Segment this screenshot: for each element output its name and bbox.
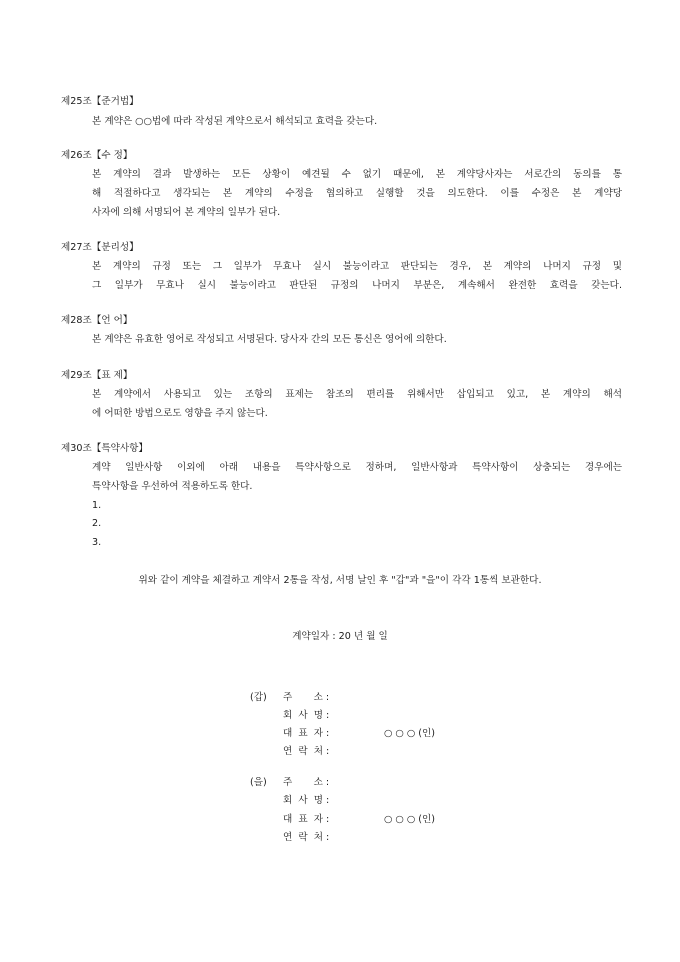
article-25-line-1: 본 계약은 ○○법에 따라 작성된 계약으로서 해석되고 효력을 갖는다. <box>92 116 378 127</box>
article-26-line-2: 해 적절하다고 생각되는 본 계약의 수정을 협의하고 실행할 것을 의도한다. 이를 수정은 본 계약당 <box>92 188 622 199</box>
contract-date: 계약일자 : 20 년 월 일 <box>292 631 388 642</box>
article-29-heading: 제29조【표 제】 <box>61 370 133 381</box>
article-30-item-2: 2. <box>92 518 102 529</box>
article-26-line-1: 본 계약의 결과 발생하는 모든 상황이 예견될 수 없기 때문에, 본 계약당사자는 서로간의 동의를 통 <box>92 169 622 180</box>
article-30-line-2: 특약사항을 우선하여 적용하도록 한다. <box>92 481 253 492</box>
article-29-line-2: 에 어떠한 방법으로도 영향을 주지 않는다. <box>92 408 268 419</box>
article-28-heading: 제28조【언 어】 <box>61 315 133 326</box>
party-b-company-label: 회 사 명 : <box>283 795 330 806</box>
party-a-contact-label: 연 락 처 : <box>283 746 330 757</box>
article-25-heading: 제25조【준거법】 <box>61 96 139 107</box>
article-27-line-2: 그 일부가 무효나 실시 불능이라고 판단된 규정의 나머지 부분은, 계속해서 완전한 효력을 갖는다. <box>92 280 622 291</box>
party-b-contact-label: 연 락 처 : <box>283 832 330 843</box>
party-a-representative-label: 대 표 자 : <box>283 728 330 739</box>
closing-statement: 위와 같이 계약을 체결하고 계약서 2통을 작성, 서명 날인 후 "갑"과 "을"이 각각 1통씩 보관한다. <box>138 575 542 586</box>
party-a-label: (갑) <box>250 692 267 703</box>
party-b-label: (을) <box>250 777 267 788</box>
article-30-heading: 제30조【특약사항】 <box>61 443 149 454</box>
article-27-heading: 제27조【분리성】 <box>61 242 139 253</box>
article-30-line-1: 계약 일반사항 이외에 아래 내용을 특약사항으로 정하며, 일반사항과 특약사항이 상충되는 경우에는 <box>92 462 622 473</box>
article-26-line-3: 사자에 의해 서명되어 본 계약의 일부가 된다. <box>92 207 281 218</box>
party-a-company-label: 회 사 명 : <box>283 710 330 721</box>
article-27-line-1: 본 계약의 규정 또는 그 일부가 무효나 실시 불능이라고 판단되는 경우, 본 계약의 나머지 규정 및 <box>92 261 622 272</box>
article-28-line-1: 본 계약은 유효한 영어로 작성되고 서명된다. 당사자 간의 모든 통신은 영어에 의한다. <box>92 334 447 345</box>
party-b-representative-value: ○ ○ ○ (인) <box>384 814 436 825</box>
party-b-representative-label: 대 표 자 : <box>283 814 330 825</box>
article-30-item-1: 1. <box>92 500 102 511</box>
article-29-line-1: 본 계약에서 사용되고 있는 조항의 표제는 참조의 편리를 위해서만 삽입되고 있고, 본 계약의 해석 <box>92 389 622 400</box>
party-b-address-label: 주 소 : <box>283 777 330 788</box>
article-30-item-3: 3. <box>92 537 102 548</box>
party-a-representative-value: ○ ○ ○ (인) <box>384 728 436 739</box>
party-a-address-label: 주 소 : <box>283 692 330 703</box>
article-26-heading: 제26조【수 정】 <box>61 150 133 161</box>
